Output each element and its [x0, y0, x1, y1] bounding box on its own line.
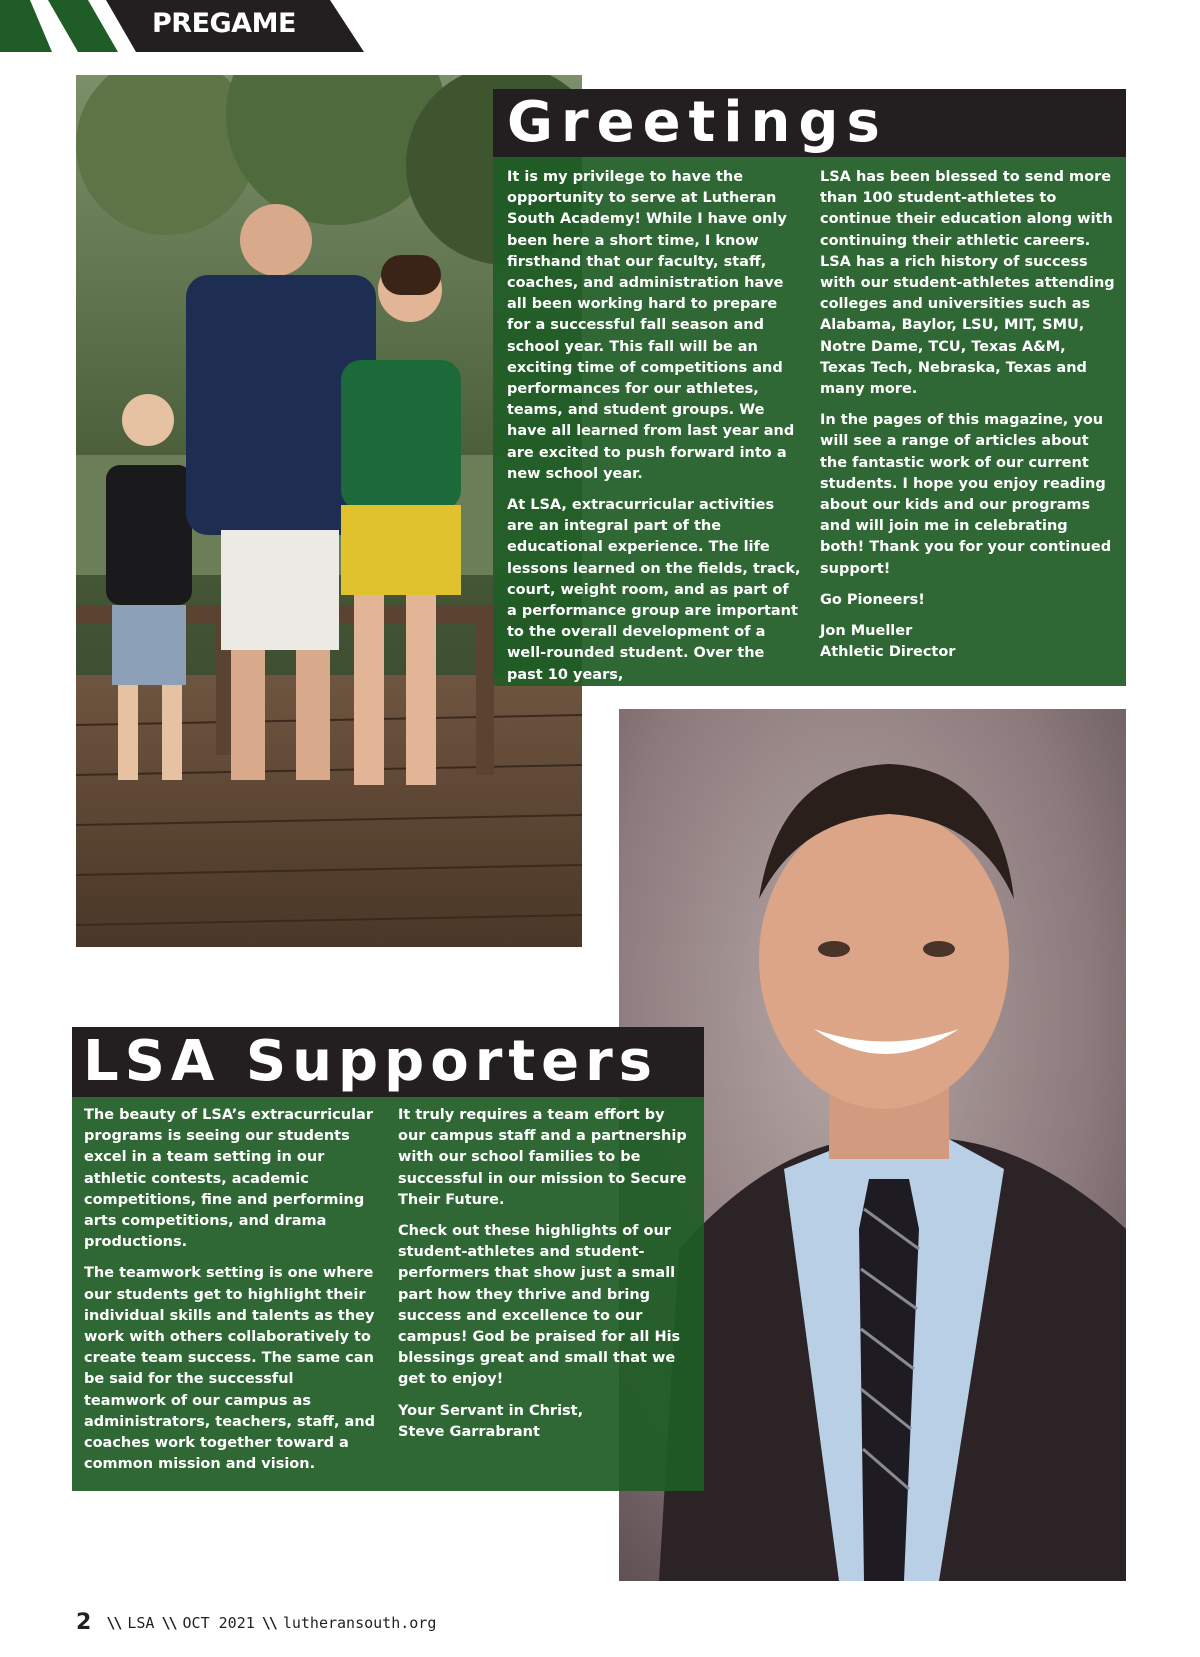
signature-title: Athletic Director — [820, 644, 956, 661]
greetings-column-2 — [820, 167, 1115, 673]
closing-text: Your Servant in Christ, — [398, 1402, 584, 1419]
greetings-paragraph: Go Pioneers! — [820, 591, 925, 608]
section-label: PREGAME — [152, 8, 296, 39]
footer-separator: \\ — [106, 1613, 121, 1632]
supporters-paragraph: The teamwork setting is one where our students get to highlight their individual skills and talents as they work with others collaboratively to create team success. The same can be said for the successful teamwork of our campus as administrators, teachers, staff, and coaches work together toward a common mission and vision. — [84, 1265, 376, 1473]
greetings-text-box — [493, 157, 1126, 686]
supporters-title: LSA Supporters — [72, 1027, 704, 1097]
greetings-paragraph: In the pages of this magazine, you will see a range of articles about the fantastic work of our current students. I hope you enjoy reading about our kids and our programs and will join me in celebrating both! Thank you for your continued support! — [820, 412, 1112, 577]
footer-website-link[interactable]: lutheransouth.org — [282, 1613, 437, 1632]
supporters-paragraph: It truly requires a team effort by our campus staff and a partnership with our school families to be successful in our mission to Secure Their Future. — [398, 1107, 687, 1208]
footer-issue: OCT 2021 — [182, 1613, 255, 1632]
section-header — [0, 0, 380, 52]
footer-separator: \\ — [261, 1613, 276, 1632]
page-footer — [76, 1610, 436, 1635]
greetings-paragraph: At LSA, extracurricular activities are an integral part of the educational experience. The life lessons learned on the fields, track, court, weight room, and as part of a performance group are important to the overall development of a well-rounded student. Over the past 10 years, — [507, 497, 801, 683]
page-number: 2 — [76, 1610, 92, 1635]
supporters-text-box — [72, 1097, 704, 1491]
supporters-column-1 — [84, 1105, 379, 1485]
greetings-title: Greetings — [493, 89, 1126, 157]
supporters-signature — [398, 1401, 693, 1443]
supporters-paragraph: The beauty of LSA’s extracurricular programs is seeing our students excel in a team setting in our athletic contests, academic competitions, fine and performing arts competitions, and drama productions. — [84, 1107, 373, 1251]
greetings-column-1 — [507, 167, 802, 696]
greetings-signature — [820, 621, 1115, 663]
footer-publication: LSA — [127, 1613, 155, 1632]
supporters-column-2 — [398, 1105, 693, 1453]
signature-name: Steve Garrabrant — [398, 1423, 540, 1440]
signature-name: Jon Mueller — [820, 623, 913, 640]
greetings-paragraph: It is my privilege to have the opportunity to serve at Lutheran South Academy! While I have only been here a short time, I know firsthand that our faculty, staff, coaches, and administration have all been working hard to prepare for a successful fall season and school year. This fall will be an exciting time of competitions and performances for our athletes, teams, and student groups. We have all learned from last year and are excited to push forward into a new school year. — [507, 169, 795, 482]
greetings-paragraph: LSA has been blessed to send more than 100 student-athletes to continue their education along with continuing their athletic careers. LSA has a rich history of success with our student-athletes attending colleges and universities such as Alabama, Baylor, LSU, MIT, SMU, Notre Dame, TCU, Texas A&M, Texas Tech, Nebraska, Texas and many more. — [820, 169, 1115, 398]
supporters-paragraph: Check out these highlights of our student-athletes and student-performers that show just a small part how they thrive and bring success and excellence to our campus! God be praised for all His blessings great and small that we get to enjoy! — [398, 1223, 681, 1388]
footer-separator: \\ — [161, 1613, 176, 1632]
